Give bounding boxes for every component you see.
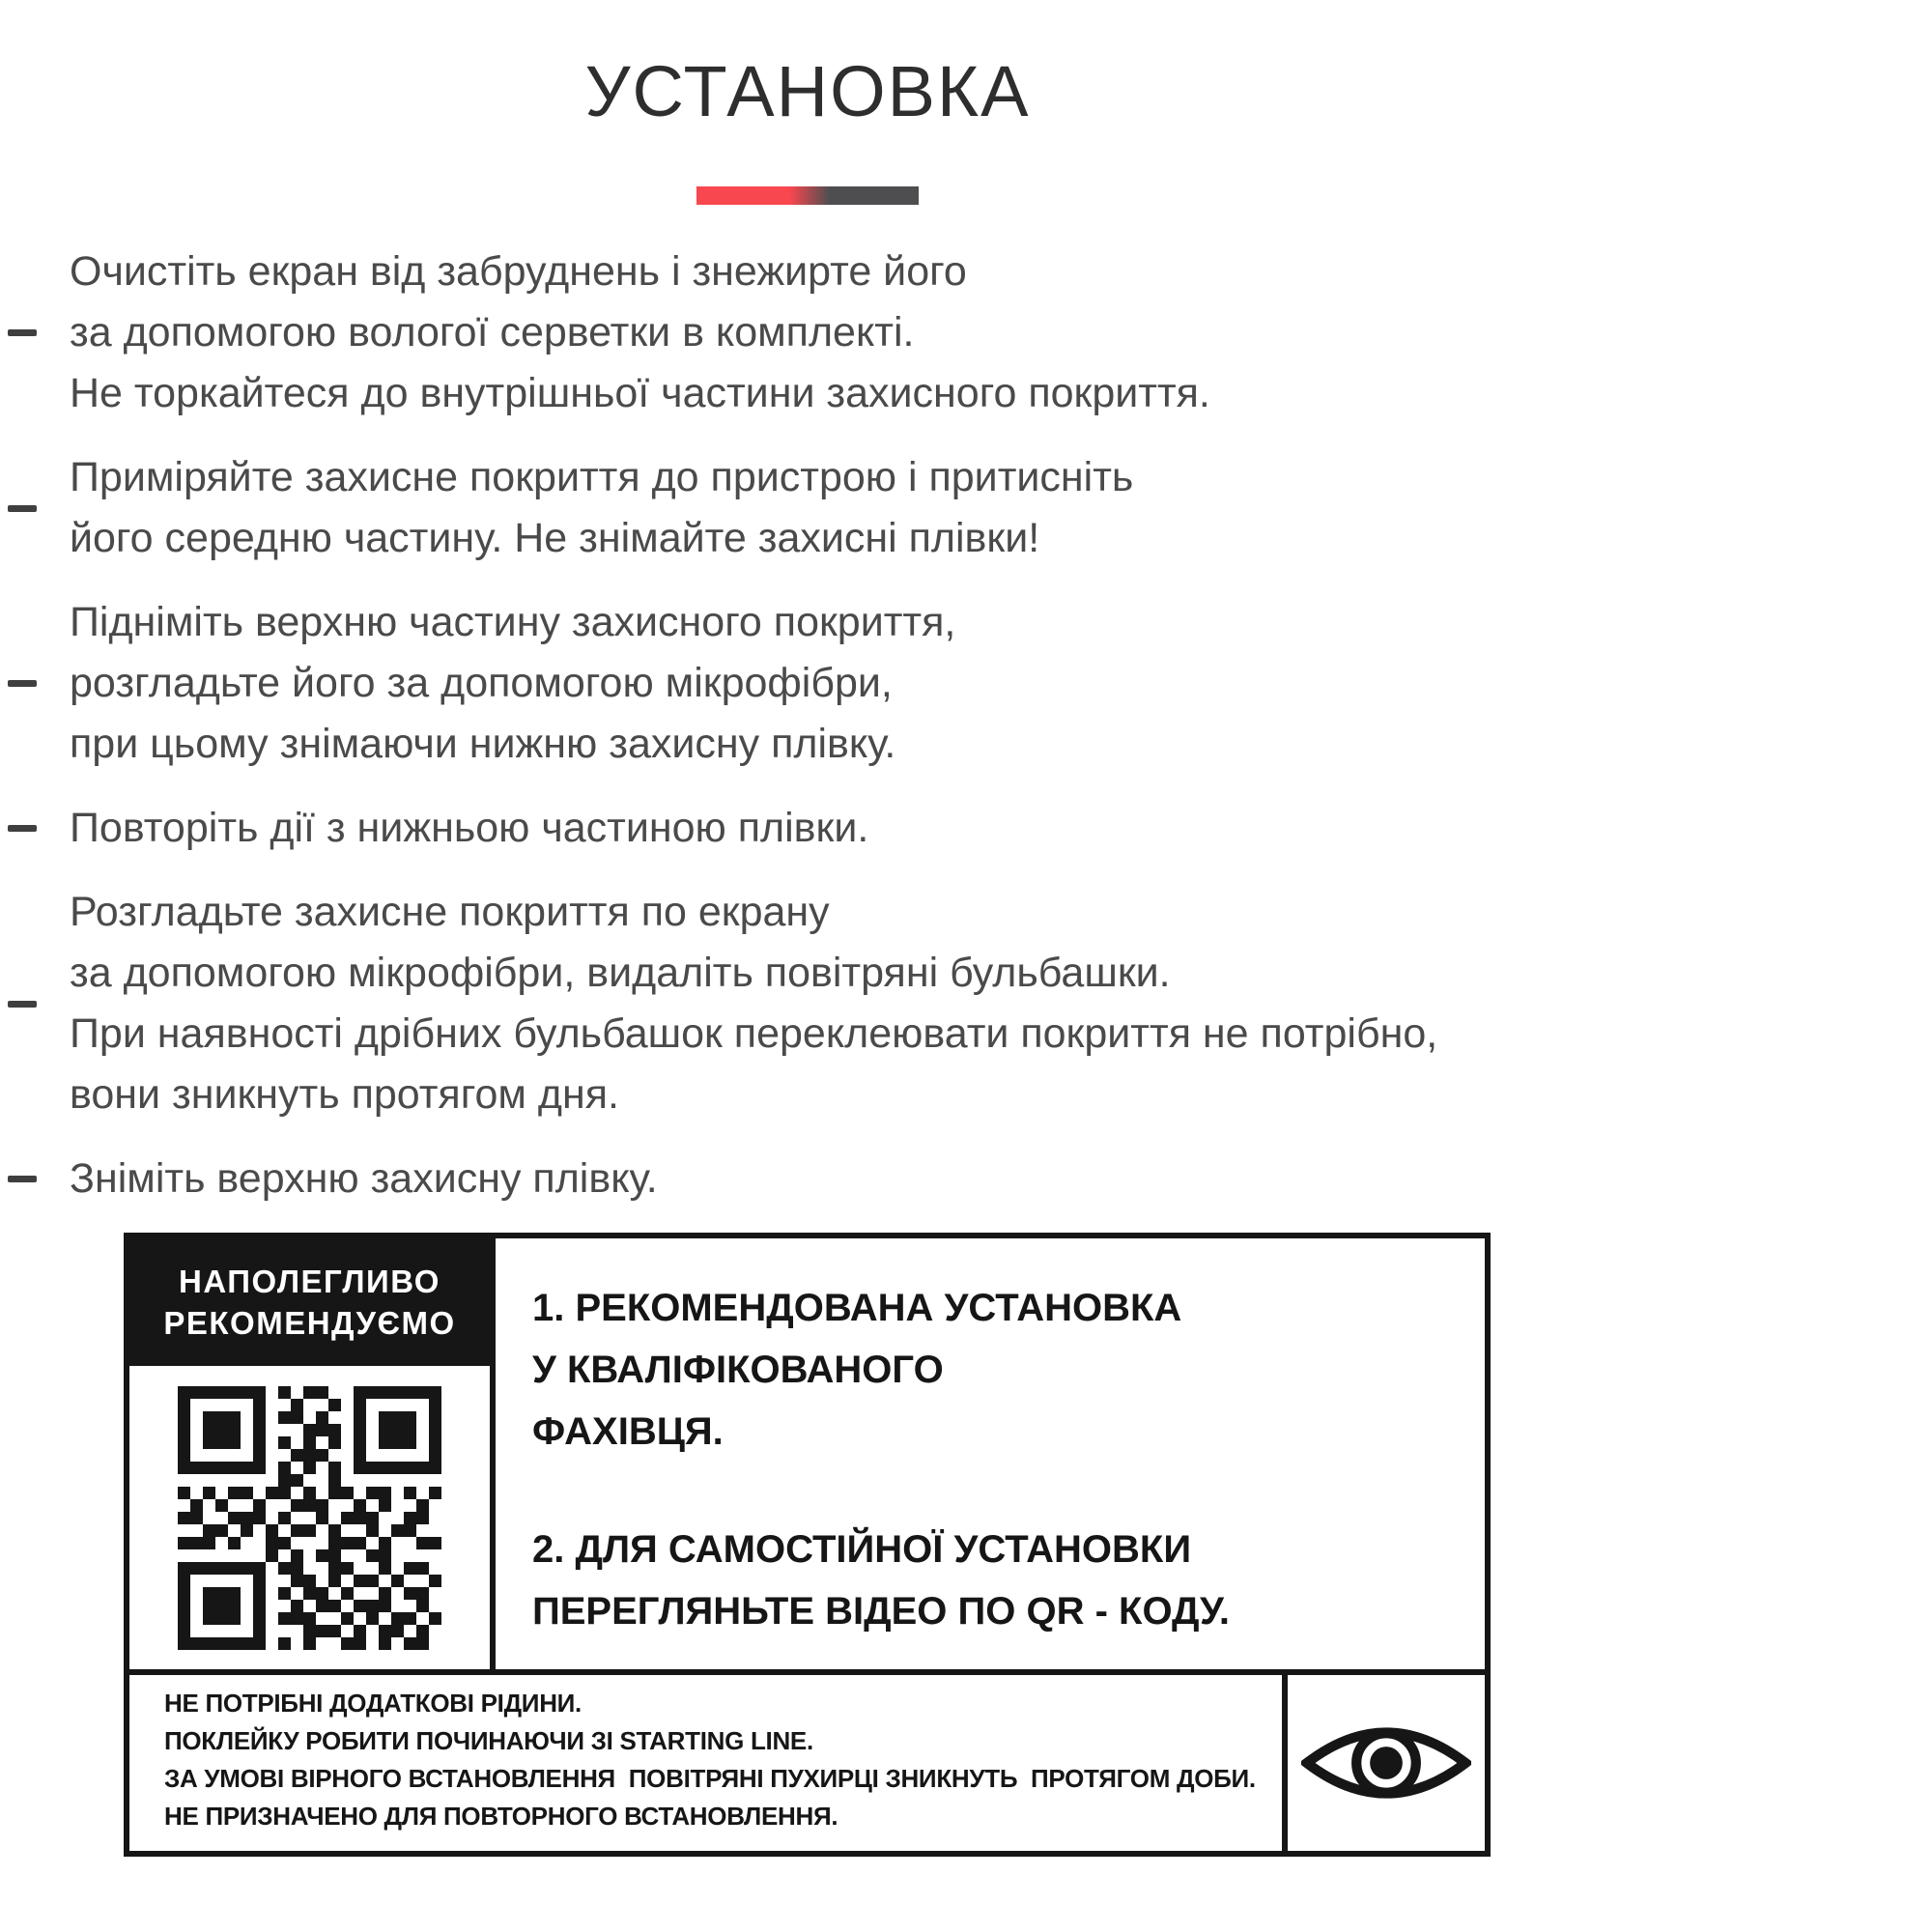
bullet-dash bbox=[8, 1001, 37, 1008]
bullet-dash-column bbox=[0, 825, 70, 832]
footnote-line: ЗА УМОВІ ВІРНОГО ВСТАНОВЛЕННЯ ПОВІТРЯНІ ПУХИРЦІ ЗНИКНУТЬ ПРОТЯГОМ ДОБИ. bbox=[164, 1764, 1256, 1794]
recommendation-box bbox=[124, 1233, 1491, 1857]
instruction-line: його середню частину. Не знімайте захисні плівки! bbox=[70, 515, 1040, 562]
recommendation-item-line: ПЕРЕГЛЯНЬТЕ ВІДЕО ПО QR - КОДУ. bbox=[532, 1590, 1231, 1634]
instruction-text bbox=[70, 798, 868, 859]
eye-icon-cell bbox=[1282, 1675, 1485, 1851]
instruction-text bbox=[70, 882, 1437, 1125]
instructions-list bbox=[0, 242, 1615, 1209]
bullet-dash bbox=[8, 680, 37, 687]
instruction-line: При наявності дрібних бульбашок переклеювати покриття не потрібно, bbox=[70, 1010, 1438, 1058]
qr-code-area bbox=[129, 1366, 490, 1669]
instruction-text bbox=[70, 592, 955, 775]
recommendation-header bbox=[129, 1238, 490, 1366]
bullet-dash bbox=[8, 505, 37, 512]
instruction-line: за допомогою мікрофібри, видаліть повітряні бульбашки. bbox=[70, 950, 1171, 997]
instruction-line: Підніміть верхню частину захисного покриття, bbox=[70, 599, 956, 646]
instruction-line: Приміряйте захисне покриття до пристрою і притисніть bbox=[70, 454, 1134, 501]
footnote-line: НЕ ПРИЗНАЧЕНО ДЛЯ ПОВТОРНОГО ВСТАНОВЛЕННЯ. bbox=[164, 1802, 838, 1832]
title-divider bbox=[696, 186, 919, 205]
recommendation-header-line: НАПОЛЕГЛИВО bbox=[179, 1264, 440, 1300]
recommendation-item-line: ФАХІВЦЯ. bbox=[532, 1410, 724, 1454]
bullet-dash-column bbox=[0, 1001, 70, 1008]
bullet-dash-column bbox=[0, 680, 70, 687]
instruction-line: Очистіть екран від забруднень і знежирте його bbox=[70, 248, 967, 296]
page-title: УСТАНОВКА bbox=[584, 51, 1031, 131]
instruction-line: Не торкайтеся до внутрішньої частини захисного покриття. bbox=[70, 370, 1210, 417]
bullet-dash-column bbox=[0, 505, 70, 512]
qr-code bbox=[178, 1386, 441, 1650]
instruction-line: Повторіть дії з нижньою частиною плівки. bbox=[70, 805, 869, 852]
instruction-line: Розгладьте захисне покриття по екрану bbox=[70, 889, 830, 936]
instruction-item bbox=[0, 242, 1615, 424]
bullet-dash bbox=[8, 1176, 37, 1182]
instruction-item bbox=[0, 882, 1615, 1125]
instruction-text bbox=[70, 1149, 658, 1209]
footnotes bbox=[129, 1675, 1282, 1851]
bullet-dash bbox=[8, 825, 37, 832]
eye-icon bbox=[1301, 1712, 1471, 1814]
bullet-dash-column bbox=[0, 1176, 70, 1182]
recommendation-box-bottom-row bbox=[129, 1669, 1485, 1851]
recommendation-item-line: У КВАЛІФІКОВАНОГО bbox=[532, 1349, 944, 1392]
recommendation-header-line: РЕКОМЕНДУЄМО bbox=[163, 1305, 456, 1342]
bullet-dash bbox=[8, 329, 37, 336]
instruction-line: розгладьте його за допомогою мікрофібри, bbox=[70, 660, 893, 707]
bullet-dash-column bbox=[0, 329, 70, 336]
instruction-line: вони зникнуть протягом дня. bbox=[70, 1071, 619, 1119]
instruction-line: при цьому знімаючи нижню захисну плівку. bbox=[70, 721, 896, 768]
instruction-line: Зніміть верхню захисну плівку. bbox=[70, 1155, 658, 1203]
recommendation-box-left-cell bbox=[129, 1238, 496, 1669]
recommendation-item bbox=[532, 1519, 1465, 1642]
instruction-item bbox=[0, 1149, 1615, 1209]
footnote-line: ПОКЛЕЙКУ РОБИТИ ПОЧИНАЮЧИ ЗІ STARTING LINE. bbox=[164, 1726, 813, 1756]
recommendation-item bbox=[532, 1277, 1465, 1463]
instruction-item bbox=[0, 447, 1615, 569]
recommendation-item-line: 1. РЕКОМЕНДОВАНА УСТАНОВКА bbox=[532, 1287, 1182, 1330]
instruction-line: за допомогою вологої серветки в комплекті. bbox=[70, 309, 915, 356]
recommendation-item-line: 2. ДЛЯ САМОСТІЙНОЇ УСТАНОВКИ bbox=[532, 1528, 1192, 1572]
instruction-item bbox=[0, 592, 1615, 775]
instruction-item bbox=[0, 798, 1615, 859]
instruction-text bbox=[70, 242, 1210, 424]
recommendation-box-top-row bbox=[129, 1238, 1485, 1669]
recommendation-items bbox=[496, 1238, 1485, 1669]
content-column bbox=[0, 52, 1615, 1857]
instruction-text bbox=[70, 447, 1133, 569]
footnote-line: НЕ ПОТРІБНІ ДОДАТКОВІ РІДИНИ. bbox=[164, 1689, 582, 1719]
